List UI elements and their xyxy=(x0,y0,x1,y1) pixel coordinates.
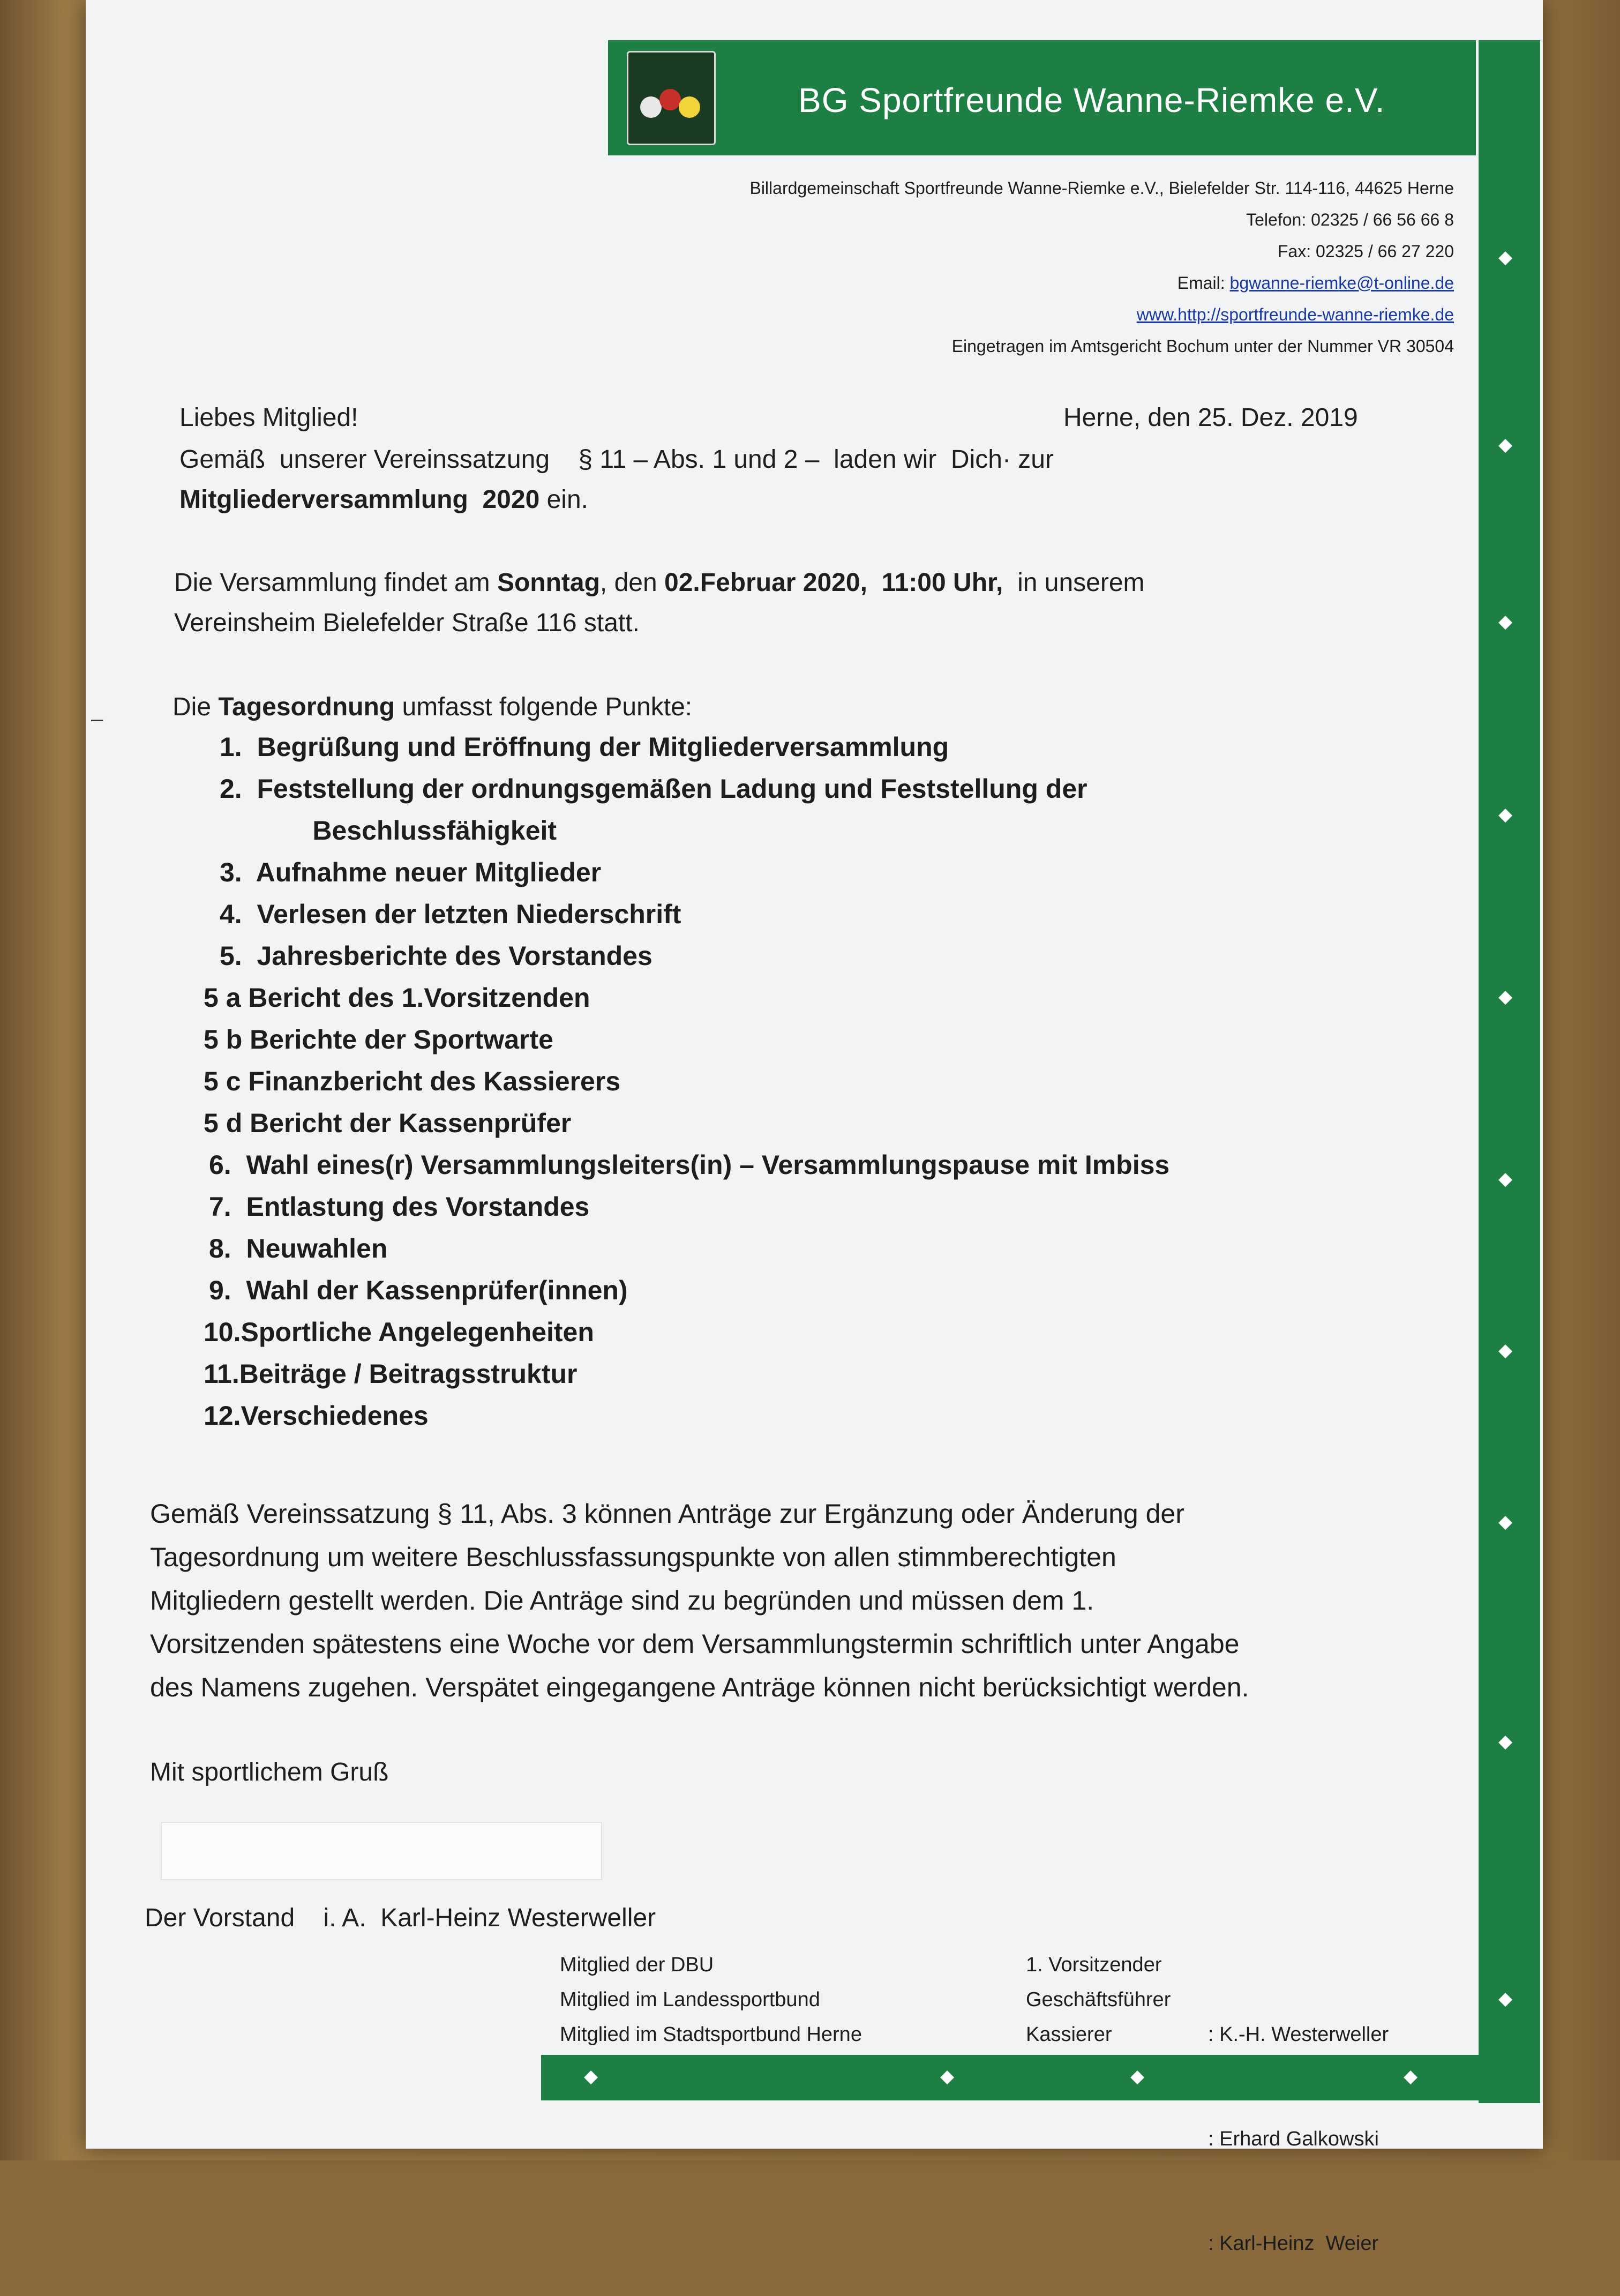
signature-line: Der Vorstand i. A. Karl-Heinz Westerweller xyxy=(145,1904,656,1932)
border-ornament-icon: ◆ xyxy=(1498,611,1513,632)
membership-item: Mitglied im Stadtsportbund Herne xyxy=(560,2023,862,2046)
border-ornament-icon: ◆ xyxy=(1498,435,1513,455)
agenda-item: 12.Verschiedenes xyxy=(204,1401,429,1431)
contact-block xyxy=(749,173,1454,362)
memberships xyxy=(560,1948,862,2052)
border-ornament-icon: ◆ xyxy=(1404,2066,1418,2086)
agenda-item: 7. Entlastung des Vorstandes xyxy=(209,1192,590,1222)
border-ornament-icon: ◆ xyxy=(1130,2066,1145,2086)
agenda-item: 5 d Bericht der Kassenprüfer xyxy=(204,1108,572,1138)
greeting: Liebes Mitglied! xyxy=(179,403,358,432)
agenda-item: 3. Aufnahme neuer Mitglieder xyxy=(220,857,602,887)
border-ornament-icon: ◆ xyxy=(1498,1512,1513,1532)
membership-item: Mitglied der DBU xyxy=(560,1954,714,1976)
border-ornament-icon: ◆ xyxy=(1498,247,1513,267)
paragraph-line: Tagesordnung um weitere Beschlussfassungspunkte von allen stimmberechtigten xyxy=(150,1542,1116,1572)
website-link[interactable]: www.http://sportfreunde-wanne-riemke.de xyxy=(1136,305,1454,324)
margin-dash: – xyxy=(91,707,103,731)
role-item: 1. Vorsitzender xyxy=(1026,1954,1162,1976)
paragraph-line: Mitgliedern gestellt werden. Die Anträge sind zu begründen und müssen dem 1. xyxy=(150,1585,1094,1616)
agenda-item: 5 c Finanzbericht des Kassierers xyxy=(204,1066,621,1096)
email-line: Email: bgwanne-riemke@t-online.de xyxy=(1177,273,1454,293)
yellow-ball-icon xyxy=(679,96,700,118)
register-line: Eingetragen im Amtsgericht Bochum unter der Nummer VR 30504 xyxy=(951,336,1454,356)
closing: Mit sportlichem Gruß xyxy=(150,1758,389,1786)
venue-line-2: Vereinsheim Bielefelder Straße 116 statt. xyxy=(174,609,640,637)
agenda-item: 9. Wahl der Kassenprüfer(innen) xyxy=(209,1275,628,1305)
agenda-item: 11.Beiträge / Beitragsstruktur xyxy=(204,1359,578,1389)
address-line: Billardgemeinschaft Sportfreunde Wanne-Riemke e.V., Bielefelder Str. 114-116, 44625 Herne xyxy=(749,178,1454,198)
name-item: : Karl-Heinz Weier xyxy=(1208,2232,1379,2255)
phone-line: Telefon: 02325 / 66 56 66 8 xyxy=(1246,210,1454,229)
border-ornament-icon: ◆ xyxy=(1498,1731,1513,1752)
paragraph-line: des Namens zugehen. Verspätet eingegangene Anträge können nicht berücksichtigt werden. xyxy=(150,1672,1249,1702)
agenda-item: 5. Jahresberichte des Vorstandes xyxy=(220,941,652,971)
agenda-item: 8. Neuwahlen xyxy=(209,1233,388,1263)
agenda-item: 2. Feststellung der ordnungsgemäßen Ladung und Feststellung der xyxy=(220,774,1088,804)
board-names xyxy=(1208,1948,1389,2296)
agenda-intro: Die Tagesordnung umfasst folgende Punkte: xyxy=(172,693,693,721)
fax-line: Fax: 02325 / 66 27 220 xyxy=(1277,242,1454,261)
agenda-item: Beschlussfähigkeit xyxy=(268,816,557,846)
place-date: Herne, den 25. Dez. 2019 xyxy=(1063,403,1358,432)
border-ornament-icon: ◆ xyxy=(940,2066,955,2086)
border-ornament-icon: ◆ xyxy=(1498,1988,1513,2009)
name-item: : K.-H. Westerweller xyxy=(1208,2023,1389,2046)
agenda-list xyxy=(204,726,1169,1437)
paragraph-line: Vorsitzenden spätestens eine Woche vor dem Versammlungstermin schriftlich unter Angabe xyxy=(150,1629,1240,1659)
agenda-item: 1. Begrüßung und Eröffnung der Mitgliederversammlung xyxy=(220,732,949,762)
org-title: BG Sportfreunde Wanne-Riemke e.V. xyxy=(798,81,1385,119)
membership-item: Mitglied im Landessportbund xyxy=(560,1988,820,2011)
club-logo xyxy=(627,51,716,145)
border-ornament-icon: ◆ xyxy=(584,2066,598,2086)
intro-line: Gemäß unserer Vereinssatzung § 11 – Abs. 1 und 2 – laden wir Dich· zur xyxy=(179,445,1054,474)
side-border xyxy=(1479,40,1540,2103)
role-item: Geschäftsführer xyxy=(1026,1988,1171,2011)
meeting-line: Mitgliederversammlung 2020 ein. xyxy=(179,485,588,514)
role-item: Kassierer xyxy=(1026,2023,1112,2046)
white-ball-icon xyxy=(640,96,662,118)
agenda-item: 5 a Bericht des 1.Vorsitzenden xyxy=(204,983,590,1013)
venue-line-1: Die Versammlung findet am Sonntag, den 02.Februar 2020, 11:00 Uhr, in unserem xyxy=(174,569,1145,597)
border-ornament-icon: ◆ xyxy=(1498,1340,1513,1360)
email-link[interactable]: bgwanne-riemke@t-online.de xyxy=(1229,273,1454,293)
agenda-item: 6. Wahl eines(r) Versammlungsleiters(in) – Versammlungspause mit Imbiss xyxy=(209,1150,1170,1180)
agenda-item: 4. Verlesen der letzten Niederschrift xyxy=(220,899,681,929)
name-item: : Erhard Galkowski xyxy=(1208,2128,1379,2150)
paragraph-line: Gemäß Vereinssatzung § 11, Abs. 3 können Anträge zur Ergänzung oder Änderung der xyxy=(150,1499,1184,1529)
agenda-item: 5 b Berichte der Sportwarte xyxy=(204,1024,553,1054)
border-ornament-icon: ◆ xyxy=(1498,986,1513,1007)
signature-box xyxy=(161,1822,602,1880)
agenda-item: 10.Sportliche Angelegenheiten xyxy=(204,1317,594,1347)
border-ornament-icon: ◆ xyxy=(1498,804,1513,825)
border-ornament-icon: ◆ xyxy=(1498,1169,1513,1189)
red-ball-icon xyxy=(659,89,681,110)
motions-paragraph xyxy=(150,1492,1446,1709)
board-roles xyxy=(1026,1948,1171,2052)
